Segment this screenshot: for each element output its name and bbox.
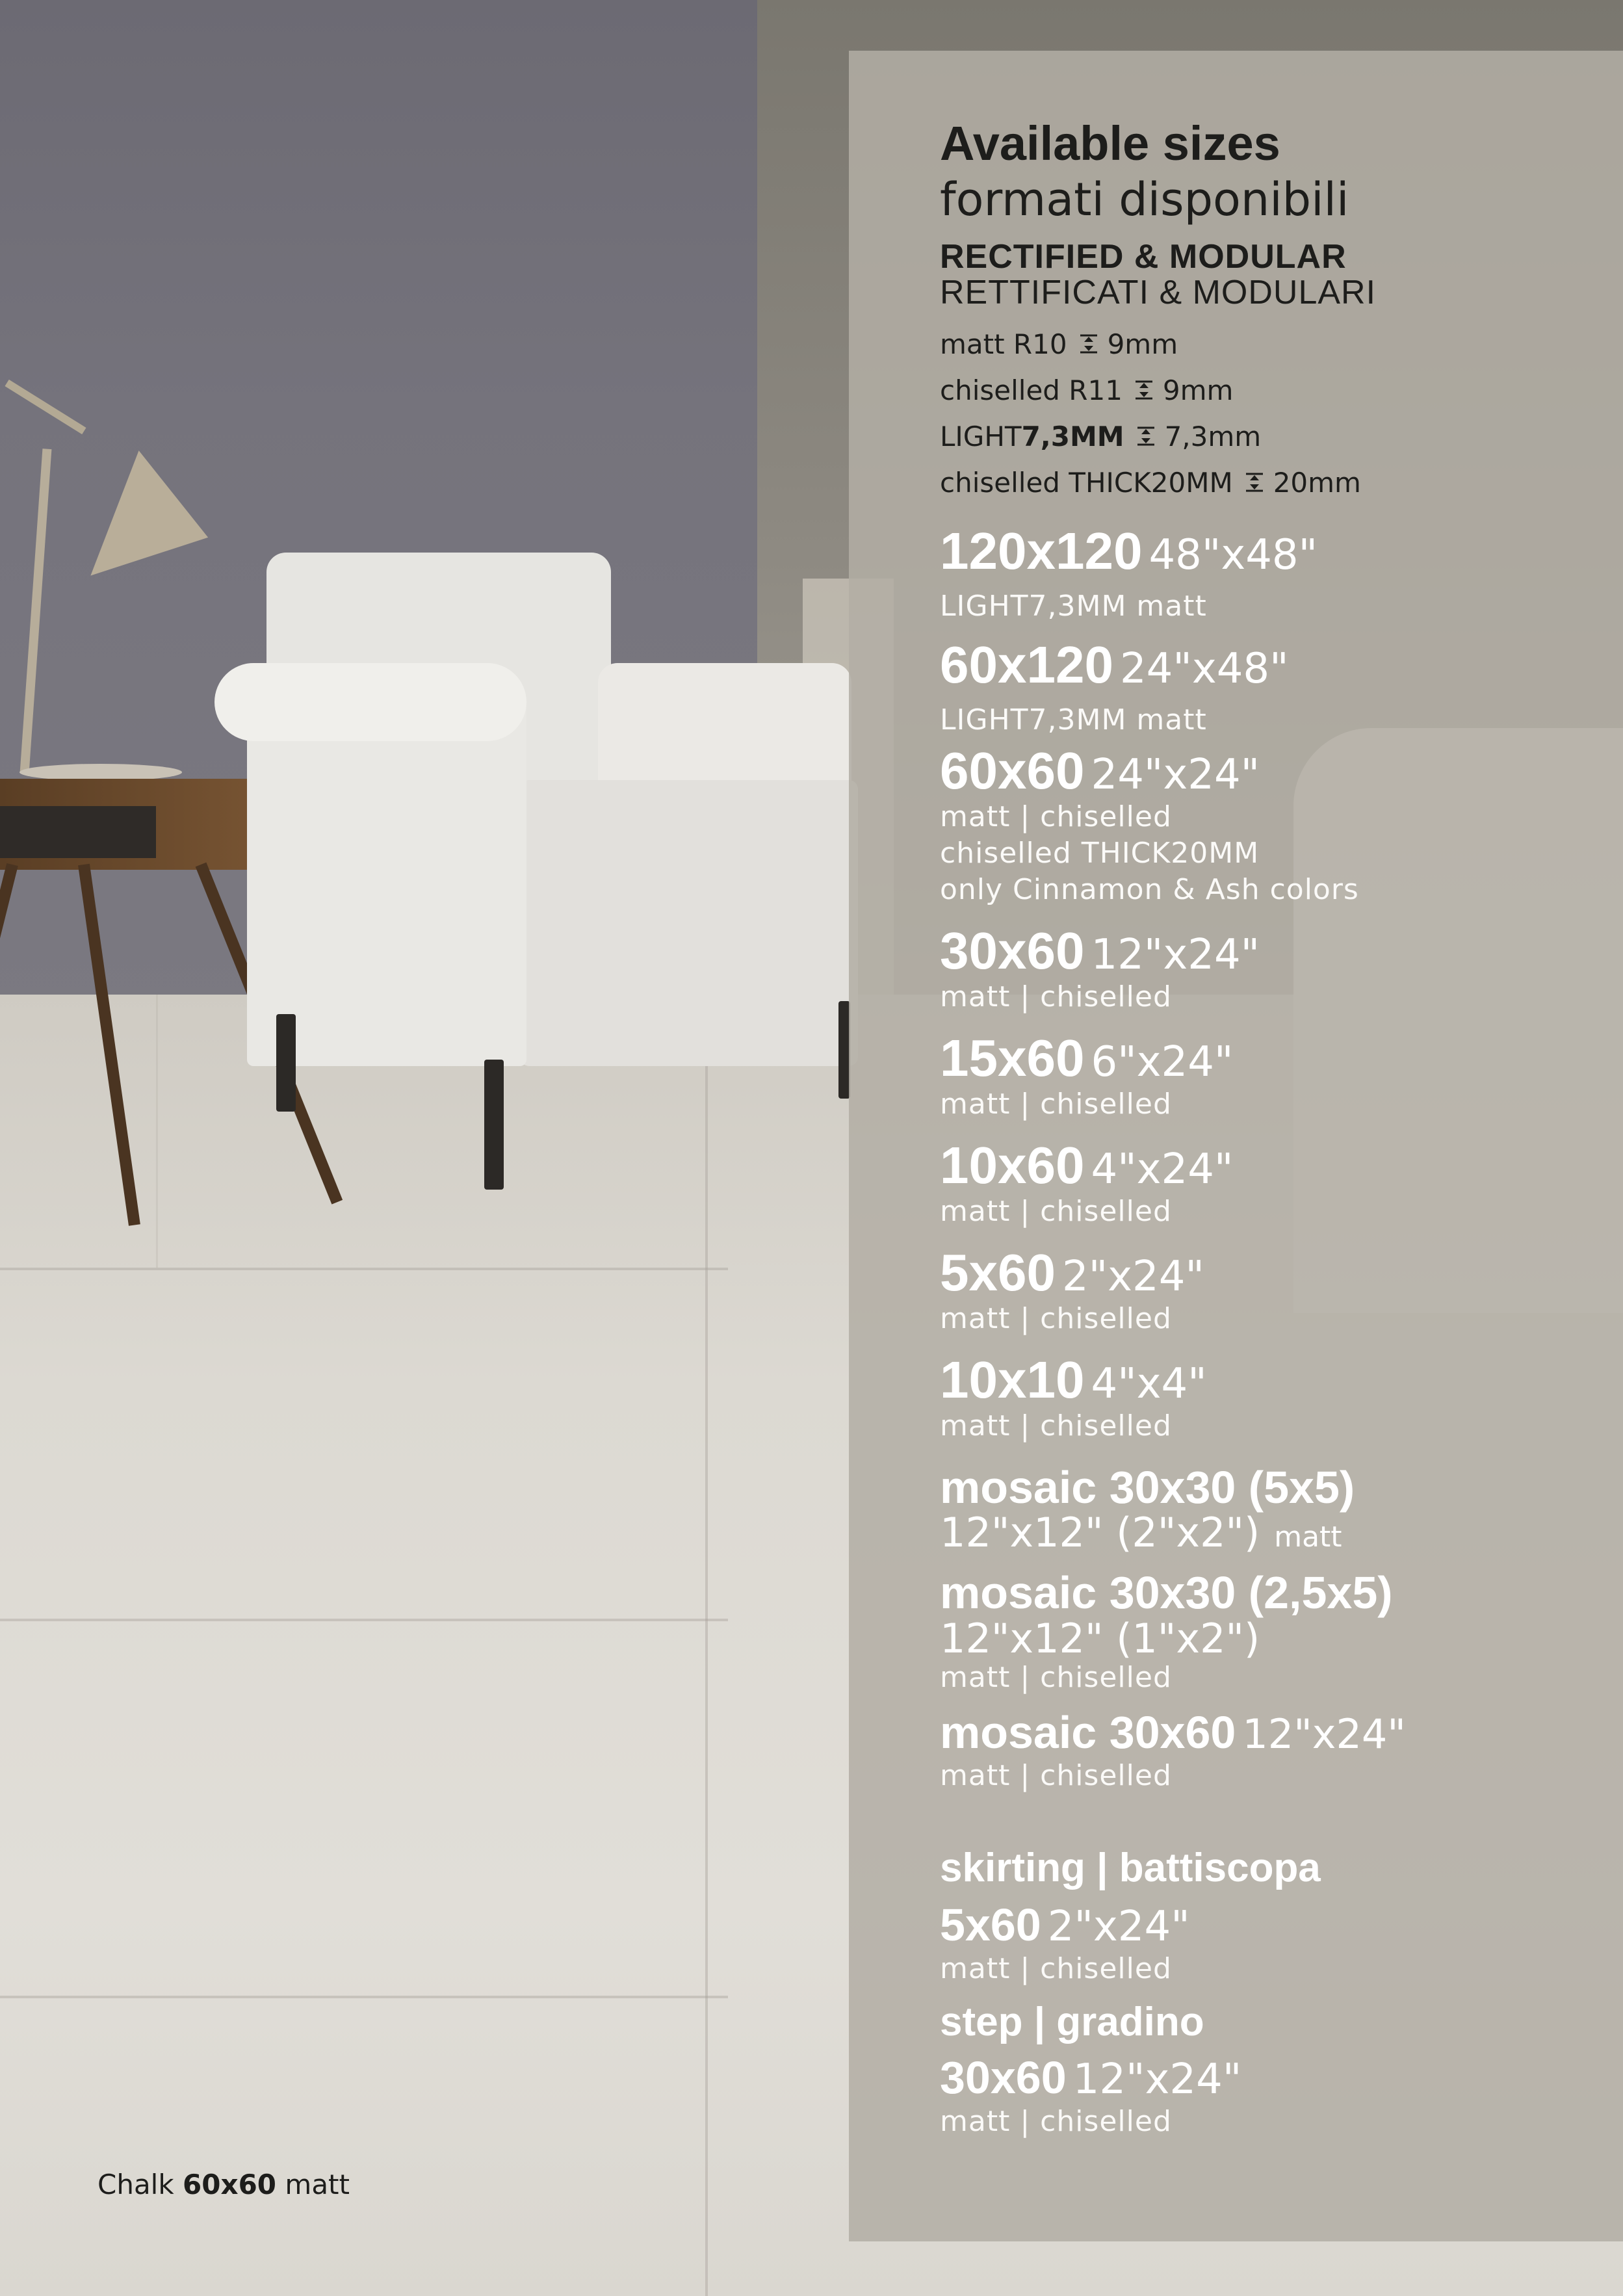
- size-item: [940, 1350, 1596, 1444]
- size-inch: 24"x48": [1119, 644, 1289, 693]
- thickness-row: [940, 367, 1596, 413]
- mosaic-item: [940, 1461, 1596, 1557]
- size-metric: 30x60: [940, 921, 1085, 980]
- size-item: [940, 521, 1596, 625]
- size-metric: 10x60: [940, 1136, 1085, 1194]
- skirting-finish: matt | chiselled: [940, 1951, 1172, 1985]
- size-metric: 60x120: [940, 635, 1113, 694]
- size-metric: 120x120: [940, 521, 1143, 580]
- size-metric: 5x60: [940, 1243, 1056, 1301]
- skirting-inch: 2"x24": [1047, 1902, 1190, 1951]
- rectified-caption-it: RETTIFICATI & MODULARI: [940, 273, 1377, 311]
- size-finish: matt | chiselled: [940, 800, 1172, 833]
- photo-caption: [97, 2169, 350, 2200]
- thickness-label: LIGHT: [940, 420, 1022, 452]
- armchair-arm-left: [214, 663, 526, 741]
- thickness-label-bold: 7,3MM: [1021, 420, 1124, 452]
- size-finish: only Cinnamon & Ash colors: [940, 872, 1359, 906]
- thickness-row: [940, 321, 1596, 367]
- size-item: [940, 635, 1596, 738]
- mosaic-item: [940, 1706, 1596, 1794]
- size-finish: LIGHT7,3MM matt: [940, 703, 1207, 737]
- size-inch: 48"x48": [1149, 530, 1318, 579]
- step-metric: 30x60: [940, 2052, 1067, 2104]
- skirting-title: skirting | battiscopa: [940, 1845, 1321, 1890]
- thickness-value: 20mm: [1273, 466, 1361, 499]
- thickness-value: 9mm: [1107, 328, 1178, 360]
- thickness-value: 9mm: [1162, 374, 1234, 406]
- page-subtitle: formati disponibili: [940, 173, 1349, 227]
- size-inch: 4"x4": [1091, 1359, 1207, 1408]
- mosaic-finish: matt | chiselled: [940, 1660, 1172, 1694]
- size-inch: 6"x24": [1091, 1037, 1234, 1086]
- armchair-seat: [520, 780, 858, 1066]
- rectified-caption: RECTIFIED & MODULAR: [940, 238, 1347, 276]
- books: [0, 806, 156, 858]
- size-metric: 10x10: [940, 1350, 1085, 1409]
- size-inch: 12"x24": [1091, 930, 1260, 979]
- size-finish: LIGHT7,3MM matt: [940, 589, 1207, 623]
- armchair-leg: [276, 1014, 296, 1112]
- size-finish: matt | chiselled: [940, 1087, 1172, 1121]
- step-title: step | gradino: [940, 1999, 1204, 2044]
- size-item: [940, 1136, 1596, 1230]
- mosaic-title: mosaic 30x30 (2,5x5): [940, 1567, 1393, 1619]
- thickness-icon: [1135, 425, 1157, 447]
- size-item: [940, 1243, 1596, 1337]
- skirting-metric: 5x60: [940, 1899, 1041, 1950]
- thickness-icon: [1243, 471, 1266, 493]
- size-metric: 15x60: [940, 1028, 1085, 1087]
- mosaic-title: mosaic 30x30 (5x5): [940, 1461, 1355, 1513]
- armchair-leg: [484, 1060, 504, 1190]
- size-finish: matt | chiselled: [940, 1409, 1172, 1442]
- mosaic-inch: 12"x12" (2"x2"): [940, 1509, 1260, 1557]
- caption-size: 60x60: [183, 2169, 277, 2200]
- mosaic-finish: matt | chiselled: [940, 1758, 1172, 1792]
- mosaic-finish: matt: [1274, 1520, 1342, 1554]
- thickness-row: [940, 413, 1596, 460]
- thickness-label: chiselled THICK20MM: [940, 466, 1233, 499]
- size-metric: 60x60: [940, 741, 1085, 800]
- size-finish: matt | chiselled: [940, 980, 1172, 1013]
- size-inch: 4"x24": [1091, 1145, 1234, 1194]
- step-inch: 12"x24": [1072, 2055, 1242, 2104]
- page-title: Available sizes: [940, 116, 1280, 170]
- caption-product: Chalk: [97, 2169, 174, 2200]
- thickness-label: chiselled R11: [940, 374, 1123, 406]
- mosaic-inch: 12"x12" (1"x2"): [940, 1614, 1260, 1662]
- mosaic-item: [940, 1569, 1596, 1696]
- mosaic-inch: 12"x24": [1242, 1710, 1406, 1758]
- size-finish: matt | chiselled: [940, 1301, 1172, 1335]
- size-item: [940, 1028, 1596, 1123]
- armchair-body: [247, 702, 526, 1066]
- caption-finish: matt: [285, 2169, 350, 2200]
- step-finish: matt | chiselled: [940, 2105, 1172, 2139]
- size-inch: 24"x24": [1091, 750, 1260, 799]
- size-item: [940, 921, 1596, 1015]
- thickness-value: 7,3mm: [1164, 420, 1262, 452]
- skirting-section: [940, 1846, 1596, 1987]
- thickness-icon: [1133, 379, 1155, 401]
- step-section: [940, 2000, 1596, 2140]
- thickness-icon: [1078, 333, 1100, 355]
- size-finish: matt | chiselled: [940, 1194, 1172, 1228]
- sizes-content: [940, 117, 1596, 2140]
- mosaic-title: mosaic 30x60: [940, 1706, 1236, 1758]
- thickness-label: matt R10: [940, 328, 1067, 360]
- thickness-list: [940, 321, 1596, 506]
- size-inch: 2"x24": [1061, 1252, 1204, 1301]
- size-finish: chiselled THICK20MM: [940, 836, 1260, 870]
- size-item: [940, 741, 1596, 908]
- thickness-row: [940, 460, 1596, 506]
